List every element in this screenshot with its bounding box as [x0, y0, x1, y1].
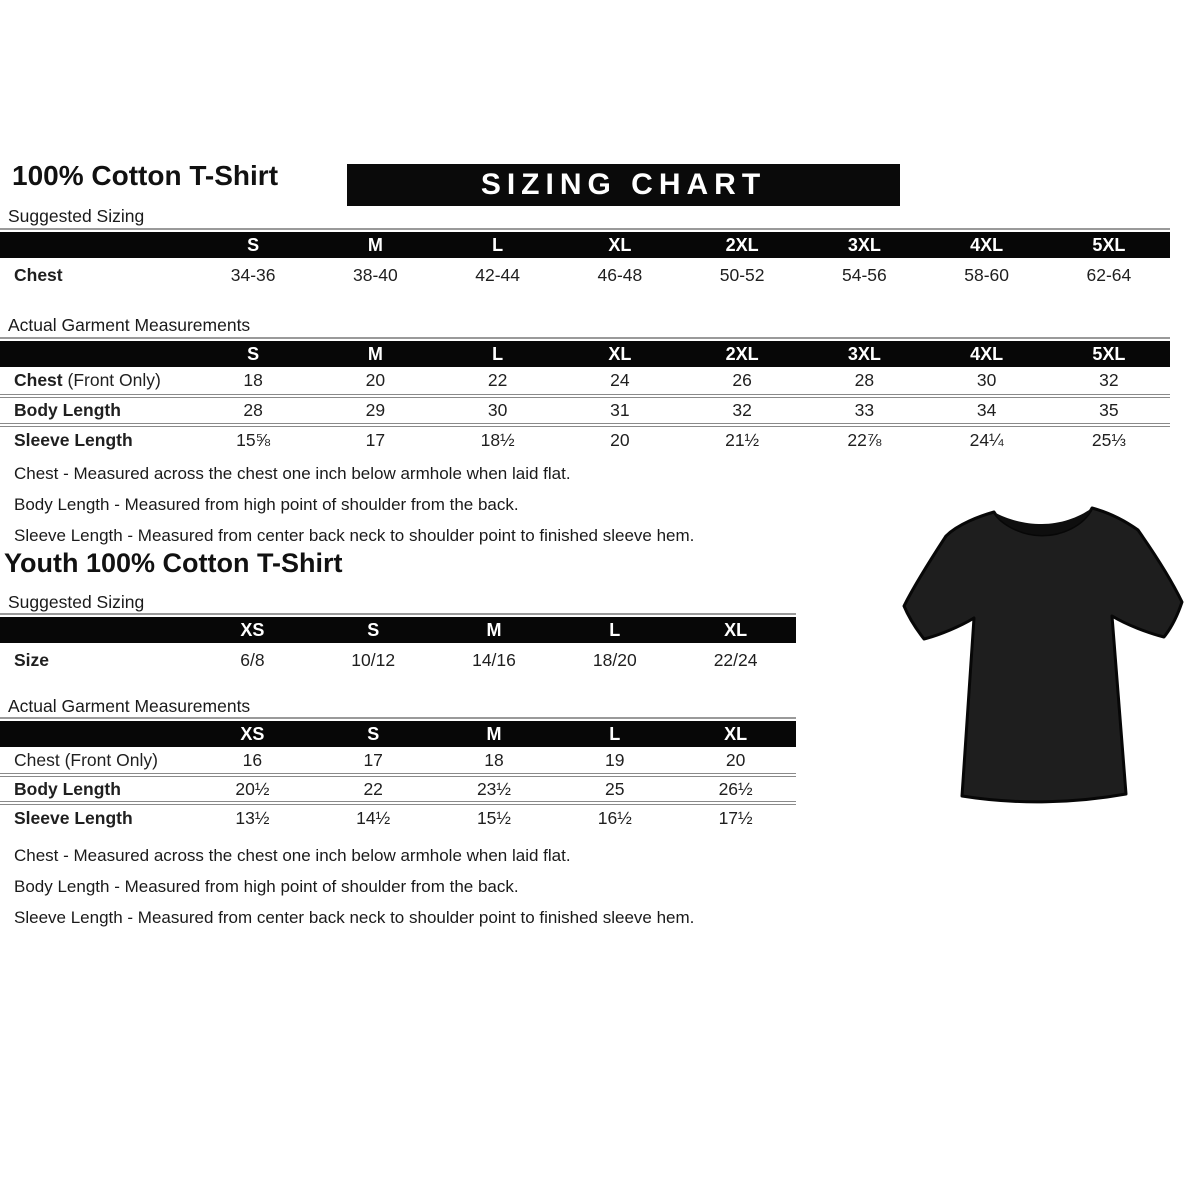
row-label-suffix: (Front Only) [62, 370, 161, 390]
cell: 38-40 [352, 264, 398, 285]
cell: 10/12 [351, 649, 396, 670]
youth-size-row [0, 643, 796, 677]
youth-suggested-sizing-label: Suggested Sizing [8, 592, 145, 612]
cell: 32 [1099, 370, 1119, 390]
youth-actual-header-row [0, 721, 796, 747]
cell: 17 [314, 425, 436, 454]
adult-actual-header-row [0, 341, 1170, 367]
cell: 54-56 [841, 264, 887, 285]
size-header: XL [675, 617, 796, 643]
cell: 6/8 [240, 649, 265, 670]
size-header: L [554, 721, 675, 747]
row-label-main: Chest [14, 370, 63, 390]
cell: 22⅞ [803, 425, 925, 454]
cell: 24¼ [926, 425, 1048, 454]
adult-chest-row [0, 258, 1170, 292]
size-header: XL [559, 232, 681, 258]
size-header-blank [0, 721, 192, 747]
cell: 42-44 [475, 264, 520, 285]
cell: 16 [242, 749, 263, 770]
adult-suggested-sizing-label: Suggested Sizing [8, 206, 145, 226]
note-line: Body Length - Measured from high point of shoulder from the back. [14, 877, 519, 896]
cell: 21½ [681, 425, 803, 454]
size-header: L [554, 617, 675, 643]
size-header: M [434, 617, 555, 643]
note-line: Body Length - Measured from high point of shoulder from the back. [14, 495, 519, 514]
cell: 22 [313, 775, 434, 803]
youth-actual-measurements-label: Actual Garment Measurements [8, 696, 251, 716]
size-header: 3XL [803, 341, 925, 367]
cell: 30 [437, 396, 559, 425]
cell: 20½ [192, 775, 313, 803]
cell: 58-60 [964, 264, 1009, 285]
cell: 17 [363, 749, 383, 770]
sizing-chart-banner: SIZING CHART [347, 164, 900, 206]
cell: 31 [559, 396, 681, 425]
cell: 16½ [554, 803, 675, 831]
size-header: M [314, 232, 436, 258]
cell: 46-48 [597, 264, 643, 285]
divider-line [0, 717, 796, 719]
cell: 62-64 [1086, 264, 1132, 285]
note-line: Chest - Measured across the chest one inch below armhole when laid flat. [14, 846, 571, 865]
divider-line [0, 337, 1170, 339]
row-label: Sleeve Length [0, 803, 192, 831]
size-header: L [437, 232, 559, 258]
cell: 13½ [192, 803, 313, 831]
size-header-blank [0, 617, 192, 643]
cell: 20 [559, 425, 681, 454]
size-header: 2XL [681, 232, 803, 258]
size-header: XS [192, 721, 313, 747]
size-header: XL [559, 341, 681, 367]
size-header: M [314, 341, 436, 367]
cell: 30 [976, 370, 997, 390]
cell: 18 [243, 370, 263, 390]
size-header: S [192, 341, 314, 367]
size-header: 3XL [803, 232, 925, 258]
adult-sleeve-length-row [0, 425, 1170, 454]
page-title: 100% Cotton T-Shirt [12, 160, 279, 191]
cell: 26 [732, 370, 752, 390]
cell: 28 [854, 370, 875, 390]
size-header: S [313, 617, 434, 643]
cell: 25⅓ [1048, 425, 1170, 454]
row-label: Body Length [0, 775, 192, 803]
tshirt-graphic [882, 468, 1200, 813]
cell: 20 [365, 370, 386, 390]
cell: 14/16 [472, 649, 516, 670]
adult-suggested-table [0, 232, 1170, 292]
youth-suggested-table [0, 617, 796, 677]
cell: 18½ [437, 425, 559, 454]
cell: 25 [554, 775, 675, 803]
cell: 34-36 [230, 264, 276, 285]
size-header: M [434, 721, 555, 747]
adult-suggested-header-row [0, 232, 1170, 258]
cell: 22 [487, 370, 508, 390]
adult-actual-table [0, 341, 1170, 454]
adult-body-length-row [0, 396, 1170, 425]
row-label [0, 367, 192, 396]
adult-measurement-notes [14, 458, 694, 551]
youth-body-length-row [0, 775, 796, 803]
cell: 14½ [313, 803, 434, 831]
size-header: XS [192, 617, 313, 643]
cell: 20 [725, 749, 746, 770]
youth-actual-table [0, 721, 796, 831]
note-line: Sleeve Length - Measured from center back neck to shoulder point to finished sleeve hem. [14, 908, 695, 927]
youth-suggested-header-row [0, 617, 796, 643]
cell: 35 [1048, 396, 1170, 425]
size-header: 5XL [1048, 232, 1170, 258]
cell: 50-52 [719, 264, 765, 285]
size-header: 2XL [681, 341, 803, 367]
cell: 32 [681, 396, 803, 425]
youth-section-title: Youth 100% Cotton T-Shirt [4, 548, 343, 578]
note-line: Chest - Measured across the chest one inch below armhole when laid flat. [14, 464, 571, 483]
cell: 17½ [675, 803, 796, 831]
black-tshirt-image [882, 468, 1200, 813]
row-label: Size [14, 649, 50, 670]
cell: 26½ [675, 775, 796, 803]
divider-line [0, 228, 1170, 230]
cell: 33 [803, 396, 925, 425]
row-label: Chest (Front Only) [14, 749, 158, 770]
youth-sleeve-length-row [0, 803, 796, 831]
adult-chest-front-row [0, 367, 1170, 396]
size-header: 5XL [1048, 341, 1170, 367]
size-header-blank [0, 341, 192, 367]
cell: 22/24 [713, 649, 758, 670]
cell: 34 [926, 396, 1048, 425]
size-header: 4XL [926, 341, 1048, 367]
size-header: S [313, 721, 434, 747]
cell: 18/20 [592, 649, 637, 670]
cell: 18 [484, 749, 504, 770]
youth-chest-front-row [0, 747, 796, 775]
row-label: Chest [14, 264, 63, 285]
youth-measurement-notes [14, 840, 694, 933]
cell: 19 [605, 749, 625, 770]
size-header: S [192, 232, 314, 258]
cell: 28 [192, 396, 314, 425]
size-header-blank [0, 232, 192, 258]
size-header: L [437, 341, 559, 367]
cell: 23½ [434, 775, 555, 803]
cell: 15⅝ [192, 425, 314, 454]
note-line: Sleeve Length - Measured from center back neck to shoulder point to finished sleeve hem. [14, 526, 695, 545]
size-header: XL [675, 721, 796, 747]
adult-actual-measurements-label: Actual Garment Measurements [8, 315, 251, 335]
cell: 15½ [434, 803, 555, 831]
cell: 24 [610, 370, 630, 390]
tshirt-body [904, 508, 1182, 802]
row-label: Sleeve Length [0, 425, 192, 454]
divider-line [0, 613, 796, 615]
size-header: 4XL [926, 232, 1048, 258]
row-label: Body Length [0, 396, 192, 425]
cell: 29 [314, 396, 436, 425]
